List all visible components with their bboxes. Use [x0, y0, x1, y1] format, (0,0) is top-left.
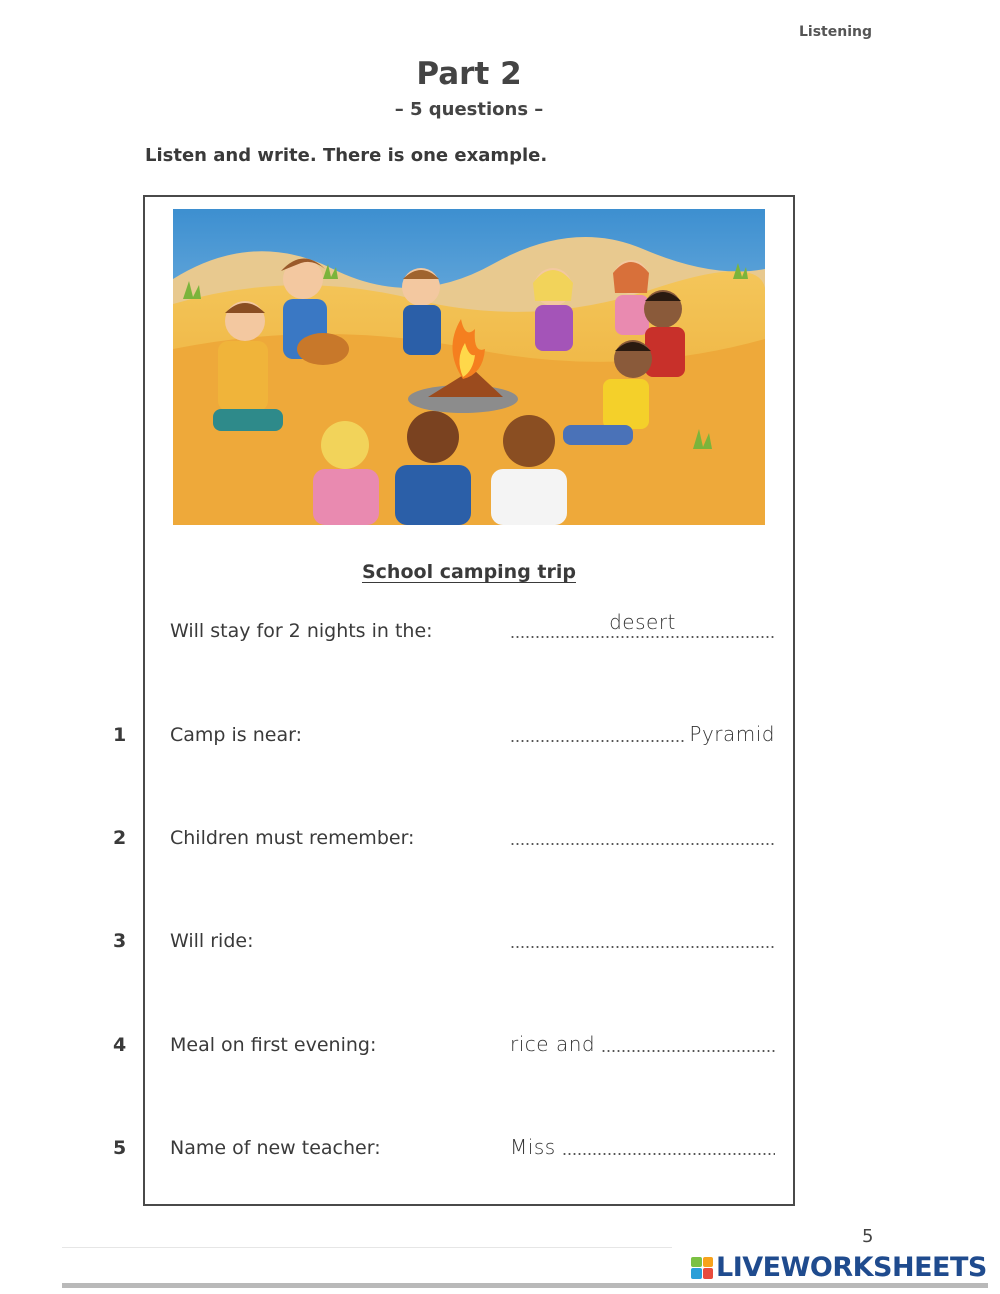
answer-field-1[interactable] [510, 716, 775, 746]
instruction-text: Listen and write. There is one example. [145, 145, 548, 166]
campfire-scene-image [173, 209, 765, 525]
answer-field-5[interactable] [510, 1129, 775, 1159]
question-label: Name of new teacher: [170, 1137, 381, 1159]
dotted-line [510, 843, 775, 845]
question-number: 4 [113, 1034, 127, 1056]
section-label: Listening [799, 24, 872, 40]
answer-prefix: Miss [510, 1135, 556, 1159]
form-title: School camping trip [361, 561, 576, 583]
page-number: 5 [862, 1226, 874, 1247]
example-answer-field [510, 612, 775, 642]
campfire-illustration [173, 209, 765, 525]
part-title: Part 2 [416, 56, 522, 92]
question-label: Meal on first evening: [170, 1034, 377, 1056]
answer-prefix: rice and [510, 1032, 596, 1056]
brand-logo [691, 1252, 987, 1283]
question-label: Camp is near: [170, 724, 302, 746]
dotted-line [601, 1050, 775, 1052]
part-subtitle: – 5 questions – [394, 99, 544, 120]
answer-field-2[interactable] [510, 819, 775, 849]
example-label: Will stay for 2 nights in the: [170, 620, 433, 642]
bottom-bar [62, 1283, 988, 1288]
answer-text-1: Pyramid [689, 722, 775, 746]
example-answer: desert [609, 610, 676, 634]
question-label: Children must remember: [170, 827, 415, 849]
liveworksheets-logo-icon [691, 1257, 713, 1279]
answer-field-4[interactable] [510, 1026, 775, 1056]
divider [62, 1247, 672, 1248]
question-number: 2 [113, 827, 127, 849]
dotted-line [510, 636, 775, 638]
question-number: 3 [113, 930, 127, 952]
question-number: 1 [113, 724, 127, 746]
question-label: Will ride: [170, 930, 254, 952]
brand-name: LIVEWORKSHEETS [716, 1252, 987, 1283]
answer-field-3[interactable] [510, 922, 775, 952]
dotted-line [562, 1153, 775, 1155]
dotted-line [510, 740, 685, 742]
question-number: 5 [113, 1137, 127, 1159]
dotted-line [510, 946, 775, 948]
